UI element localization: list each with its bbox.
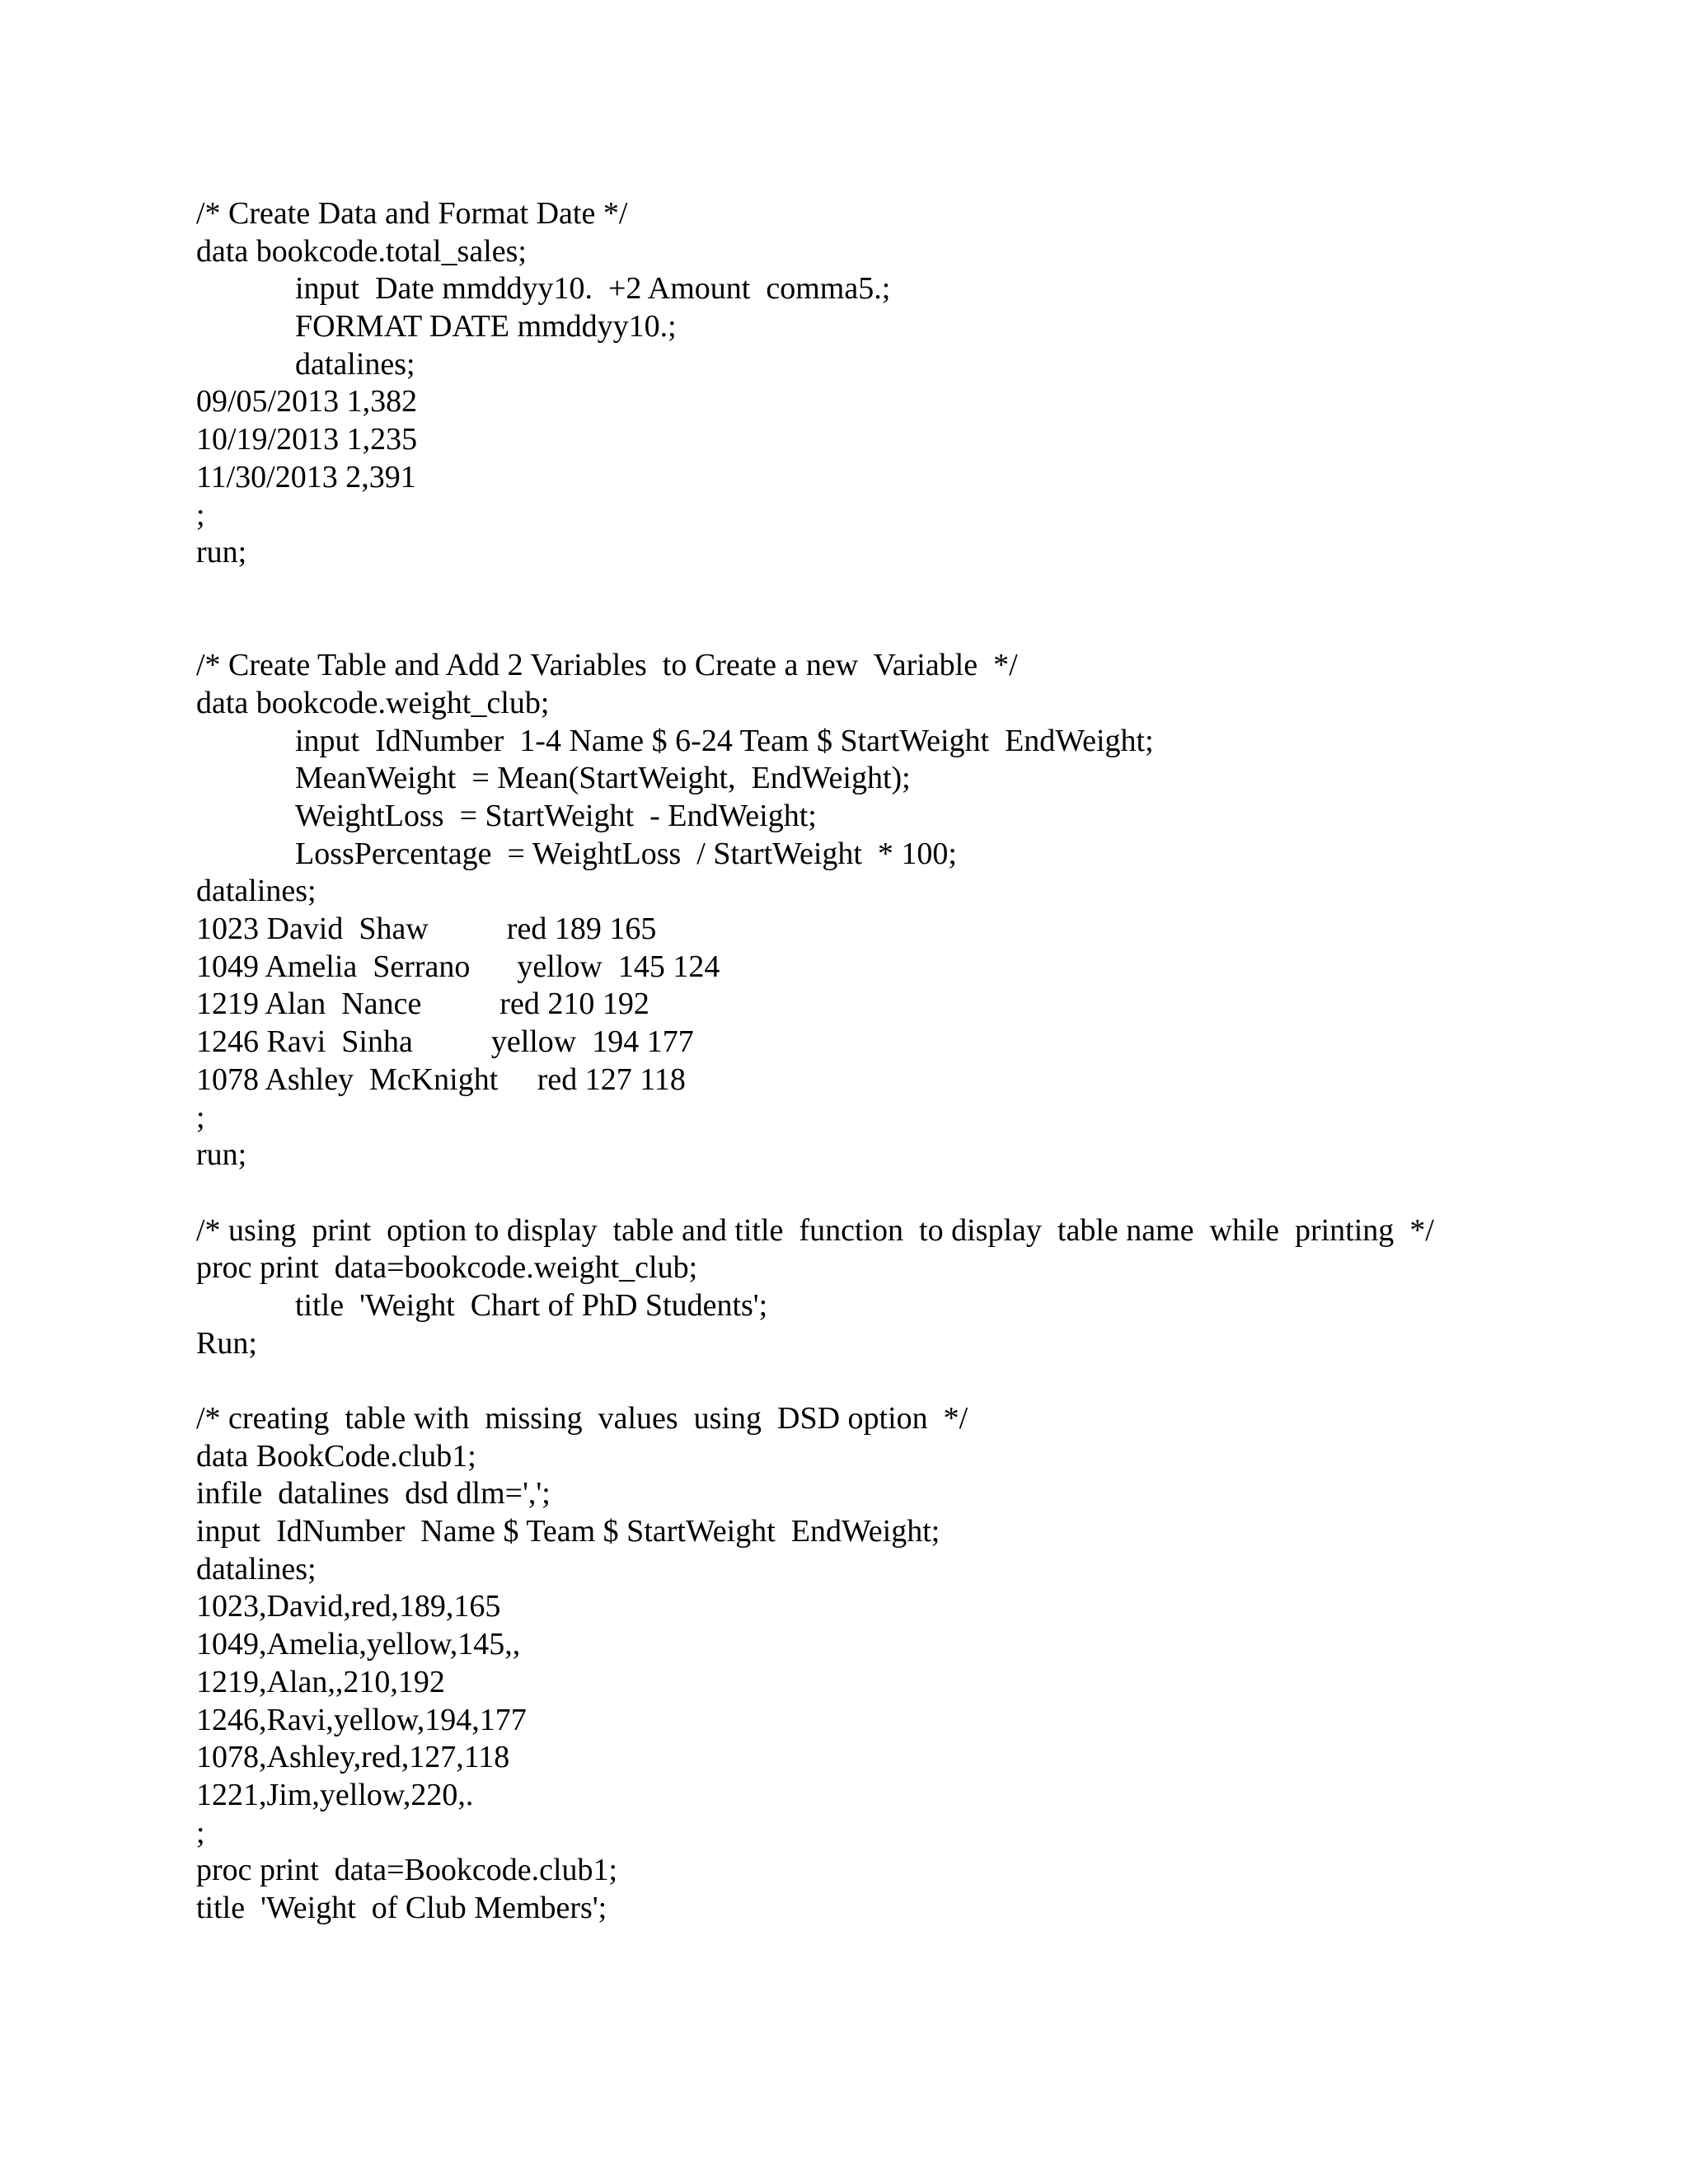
run-statement: run; [196,1137,247,1173]
datalines-statement: datalines; [196,1551,316,1586]
data-row: 10/19/2013 1,235 [196,422,418,457]
title-statement: title 'Weight Chart of PhD Students'; [295,1287,768,1323]
comment-create-table: /* Create Table and Add 2 Variables to Create a new Variable */ [196,648,1018,683]
data-row: 1023,David,red,189,165 [196,1589,501,1624]
data-row: 1023 David Shaw red 189 165 [196,912,657,947]
spacer [196,572,1639,647]
format-statement: FORMAT DATE mmddyy10.; [295,309,677,344]
data-row: 1049 Amelia Serrano yellow 145 124 [196,949,720,984]
mean-weight-statement: MeanWeight = Mean(StartWeight, EndWeight); [295,761,911,796]
sas-code-listing [196,195,1639,1928]
datalines-statement: datalines; [196,874,316,909]
datalines-statement: datalines; [295,346,415,382]
data-row: 1219 Alan Nance red 210 192 [196,987,649,1022]
data-row: 1246 Ravi Sinha yellow 194 177 [196,1024,694,1060]
proc-print-statement: proc print data=Bookcode.club1; [196,1853,618,1888]
run-statement: run; [196,535,247,570]
loss-percentage-statement: LossPercentage = WeightLoss / StartWeight * 100; [295,836,957,871]
data-row: 1078,Ashley,red,127,118 [196,1740,510,1775]
datalines-terminator: ; [196,1099,205,1135]
run-statement: Run; [196,1325,257,1361]
comment-dsd-option: /* creating table with missing values using DSD option */ [196,1401,968,1436]
data-row: 1221,Jim,yellow,220,. [196,1777,474,1812]
data-row: 1078 Ashley McKnight red 127 118 [196,1062,686,1097]
data-statement: data BookCode.club1; [196,1438,476,1474]
spacer [196,1174,1639,1212]
data-row: 1246,Ravi,yellow,194,177 [196,1702,527,1737]
data-row: 1049,Amelia,yellow,145,, [196,1627,521,1662]
title-statement: title 'Weight of Club Members'; [196,1890,607,1925]
datalines-terminator: ; [196,497,205,532]
datalines-terminator: ; [196,1815,205,1850]
comment-print-option: /* using print option to display table and title function to display table name while printing */ [196,1212,1434,1248]
proc-print-statement: proc print data=bookcode.weight_club; [196,1250,698,1286]
input-statement: input IdNumber Name $ Team $ StartWeight EndWeight; [196,1514,940,1549]
input-statement: input IdNumber 1-4 Name $ 6-24 Team $ StartWeight EndWeight; [295,723,1154,758]
data-statement: data bookcode.weight_club; [196,685,550,720]
weight-loss-statement: WeightLoss = StartWeight - EndWeight; [295,799,817,834]
data-statement: data bookcode.total_sales; [196,233,527,269]
data-row: 09/05/2013 1,382 [196,384,418,419]
data-row: 11/30/2013 2,391 [196,459,416,494]
infile-statement: infile datalines dsd dlm=','; [196,1476,551,1511]
input-statement: input Date mmddyy10. +2 Amount comma5.; [295,271,891,307]
comment-create-data: /* Create Data and Format Date */ [196,196,628,231]
data-row: 1219,Alan,,210,192 [196,1664,445,1699]
spacer [196,1362,1639,1400]
